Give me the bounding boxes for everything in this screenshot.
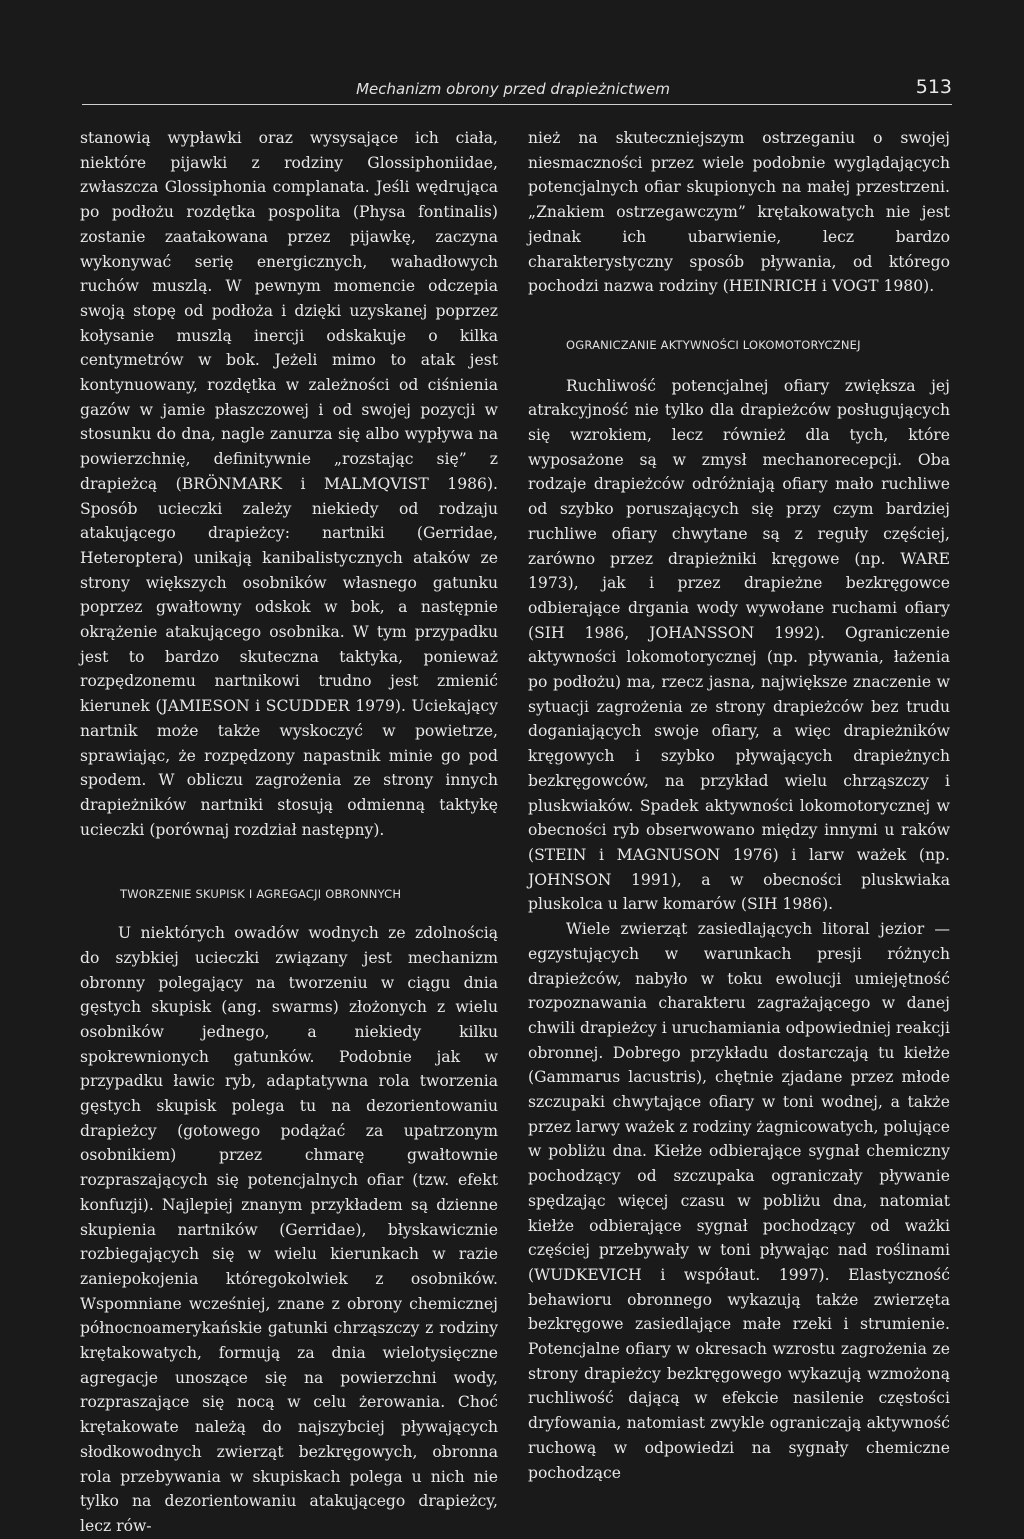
page-number: 513 — [915, 76, 952, 98]
right-paragraph-3: Wiele zwierząt zasiedlających litoral jezior — egzystujących w warunkach presji różnych drapieżców, nabyło w toku ewolucji umiejętność rozpoznawania charakteru zagrażającego w danej chwili drapieżcy i uruchamiania odpowiedniej reakcji obronnej. Dobrego przykładu dostarczają tu kiełże (Gammarus lacustris), chętnie zjadane przez młode szczupaki chwytające ofiary w toni wodnej, a także przez larwy ważek z rodziny żagnicowatych, polujące w pobliżu dna. Kiełże odbierające sygnał chemiczny pochodzący od szczupaka ograniczały pływanie spędzając więcej czasu w pobliżu dna, natomiat kiełże odbierające sygnał pochodzący od ważki częściej przebywały w toni pływając nad roślinami (WUDKEVICH i współaut. 1997). Elastyczność behawioru obronnego wykazują także zwierzęta bezkręgowe zasiedlające małe rzeki i strumienie. Potencjalne ofiary w okresach wzrostu zagrożenia ze strony drapieżcy bezkręgowego wykazują wzmożoną ruchliwość dającą w efekcie nasilenie częstości dryfowania, natomiast zwykle ograniczają aktywność ruchową w odpowiedzi na sygnały chemiczne pochodzące — [528, 920, 950, 1482]
running-title: Mechanizm obrony przed drapieżnictwem — [356, 80, 670, 98]
page-header — [82, 78, 952, 105]
left-paragraph-2: U niektórych owadów wodnych ze zdolnością do szybkiej ucieczki związany jest mechanizm obronny polegający na tworzeniu w ciągu dnia gęstych skupisk (ang. swarms) złożonych z wielu osobników jednego, a niekiedy kilku spokrewnionych gatunków. Podobnie jak w przypadku ławic ryb, adaptatywna rola tworzenia gęstych skupisk polega tu na dezorientowaniu drapieżcy (gotowego podążać za upatrzonym osobnikiem) przez chmarę gwałtownie rozpraszających się potencjalnych ofiar (tzw. efekt konfuzji). Najlepiej znanym przykładem są dzienne skupienia nartników (Gerridae), błyskawicznie rozbiegających się w wielu kierunkach w razie zaniepokojenia któregokolwiek z osobników. Wspomniane wcześniej, znane z obrony chemicznej północnoamerykańskie gatunki chrząszczy z rodziny krętakowatych, formują za dnia wielotysięczne agregacje unoszące się na powierzchni wody, rozpraszające się nocą w celu żerowania. Choć krętakowate należą do najszybciej pływających słodkowodnych zwierząt bezkręgowych, obronna rola przebywania w skupiskach polega u nich nie tylko na dezorientowaniu atakującego drapieżcy, lecz rów- — [80, 924, 498, 1535]
left-paragraph-1: stanowią wypławki oraz wysysające ich ciała, niektóre pijawki z rodziny Glossiphoniidae, zwłaszcza Glossiphonia complanata. Jeśli wędrująca po podłożu rozdętka pospolita (Physa fontinalis) zostanie zaatakowana przez pijawkę, zaczyna wykonywać serię energicznych, wahadłowych ruchów muszlą. W pewnym momencie odczepia swoją stopę od podłoża i dzięki uzyskanej poprzez kołysanie muszlą inercji odskakuje o kilka centymetrów w bok. Jeżeli mimo to atak jest kontynuowany, rozdętka w zależności od ciśnienia gazów w jamie płaszczowej i od swojej pozycji w stosunku do dna, nagle zanurza się albo wypływa na powierzchnię, definitywnie „rozstając się” z drapieżcą (BRÖNMARK i MALMQVIST 1986). Sposób ucieczki zależy niekiedy od rodzaju atakującego drapieżcy: nartniki (Gerridae, Heteroptera) unikają kanibalistycznych ataków ze strony większych osobników własnego gatunku poprzez gwałtowny odskok w bok, a następnie okrążenie atakującego osobnika. W tym przypadku jest to bardzo skuteczna taktyka, ponieważ rozpędzonemu nartnikowi trudno jest zmienić kierunek (JAMIESON i SCUDDER 1979). Uciekający nartnik może także wyskoczyć w powietrze, sprawiając, że rozpędzony napastnik minie go pod spodem. W obliczu zagrożenia ze strony innych drapieżników nartniki stosują odmienną taktykę ucieczki (porównaj rozdział następny). — [80, 129, 498, 839]
section-heading-locomotor-activity: OGRANICZANIE AKTYWNOŚCI LOKOMOTORYCZNEJ — [566, 337, 861, 352]
right-paragraph-2: Ruchliwość potencjalnej ofiary zwiększa jej atrakcyjność nie tylko dla drapieżców posługujących się wzrokiem, lecz również dla tych, które wyposażone są w zmysł mechanorecepcji. Oba rodzaje drapieżców odróżniają ofiary mało ruchliwe od szybko poruszających się przy czym bardziej ruchliwe ofiary chwytane są z reguły częściej, zarówno przez drapieżniki kręgowe (np. WARE 1973), jak i przez drapieżne bezkręgowce odbierające drgania wody wywołane ruchami ofiary (SIH 1986, JOHANSSON 1992). Ograniczenie aktywności lokomotorycznej (np. pływania, łażenia po podłożu) ma, rzecz jasna, największe znaczenie w sytuacji zagrożenia ze strony drapieżców bez trudu doganiających swoje ofiary, a więc drapieżników kręgowych i szybko pływających drapieżnych bezkręgowców, na przykład wielu chrząszczy i pluskwiaków. Spadek aktywności lokomotorycznej w obecności ryb obserwowano między innymi u raków (STEIN i MAGNUSON 1976) i larw ważek (np. JOHNSON 1991), a w obecności pluskwiaka pluskolca u larw komarów (SIH 1986). — [528, 376, 950, 914]
left-column — [80, 126, 498, 1539]
right-column — [528, 126, 950, 1485]
section-heading-aggregations: TWORZENIE SKUPISK I AGREGACJI OBRONNYCH — [120, 887, 402, 902]
right-paragraph-1: nież na skuteczniejszym ostrzeganiu o swojej niesmaczności przez wiele podobnie wyglądających potencjalnych ofiar skupionych na małej przestrzeni. „Znakiem ostrzegawczym” krętakowatych nie jest jednak ich ubarwienie, lecz bardzo charakterystyczny sposób pływania, od którego pochodzi nazwa rodziny (HEINRICH i VOGT 1980). — [528, 129, 950, 296]
